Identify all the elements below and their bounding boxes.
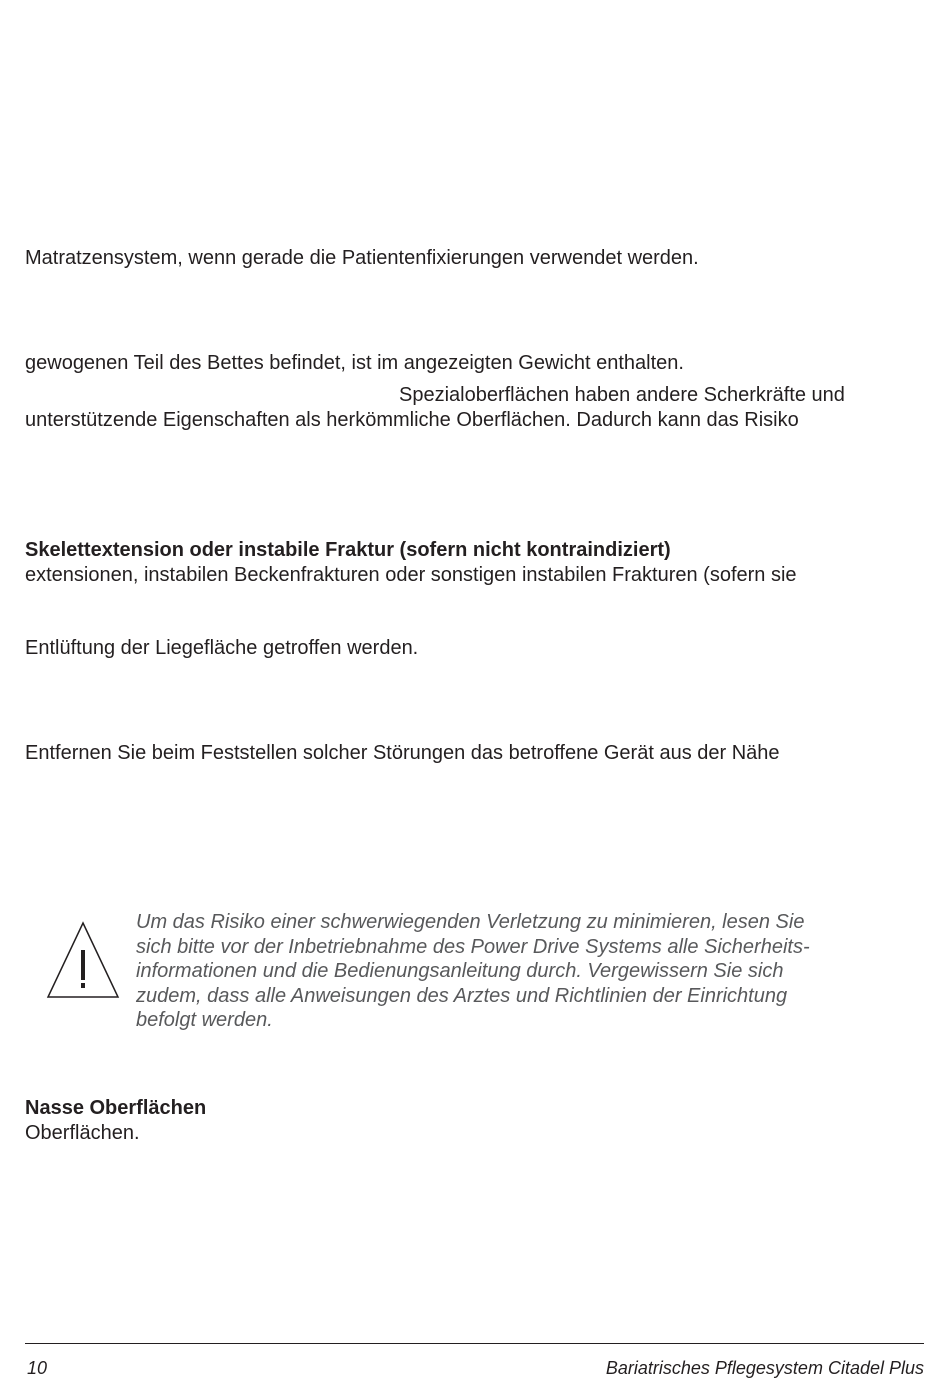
- body-line: gewogenen Teil des Bettes befindet, ist im angezeigten Gewicht enthalten.: [25, 352, 684, 374]
- body-line: Spezialoberflächen haben andere Scherkräfte und: [399, 384, 845, 406]
- body-line: unterstützende Eigenschaften als herkömmliche Oberflächen. Dadurch kann das Risiko: [25, 409, 799, 431]
- body-line: Entlüftung der Liegefläche getroffen werden.: [25, 637, 419, 659]
- body-line: Entfernen Sie beim Feststellen solcher Störungen das betroffene Gerät aus der Nähe: [25, 742, 780, 764]
- body-line: extensionen, instabilen Beckenfrakturen oder sonstigen instabilen Frakturen (sofern sie: [25, 564, 797, 586]
- warning-line: sich bitte vor der Inbetriebnahme des Power Drive Systems alle Sicherheits-: [136, 935, 810, 958]
- body-line: Matratzensystem, wenn gerade die Patientenfixierungen verwendet werden.: [25, 247, 699, 269]
- footer-divider: [25, 1343, 924, 1344]
- warning-text: [136, 910, 926, 1033]
- warning-line: befolgt werden.: [136, 1009, 273, 1032]
- section-heading: Nasse Oberflächen: [25, 1097, 207, 1119]
- footer-title: Bariatrisches Pflegesystem Citadel Plus: [605, 1358, 924, 1378]
- page-number: 10: [27, 1358, 48, 1378]
- warning-line: zudem, dass alle Anweisungen des Arztes und Richtlinien der Einrichtung: [136, 984, 788, 1007]
- body-line: Oberflächen.: [25, 1122, 140, 1144]
- warning-line: Um das Risiko einer schwerwiegenden Verletzung zu minimieren, lesen Sie: [136, 911, 805, 933]
- warning-line: informationen und die Bedienungsanleitung durch. Vergewissern Sie sich: [136, 960, 784, 983]
- warning-triangle-icon: [46, 920, 120, 1000]
- section-heading: Skelettextension oder instabile Fraktur (sofern nicht kontraindiziert): [25, 539, 671, 561]
